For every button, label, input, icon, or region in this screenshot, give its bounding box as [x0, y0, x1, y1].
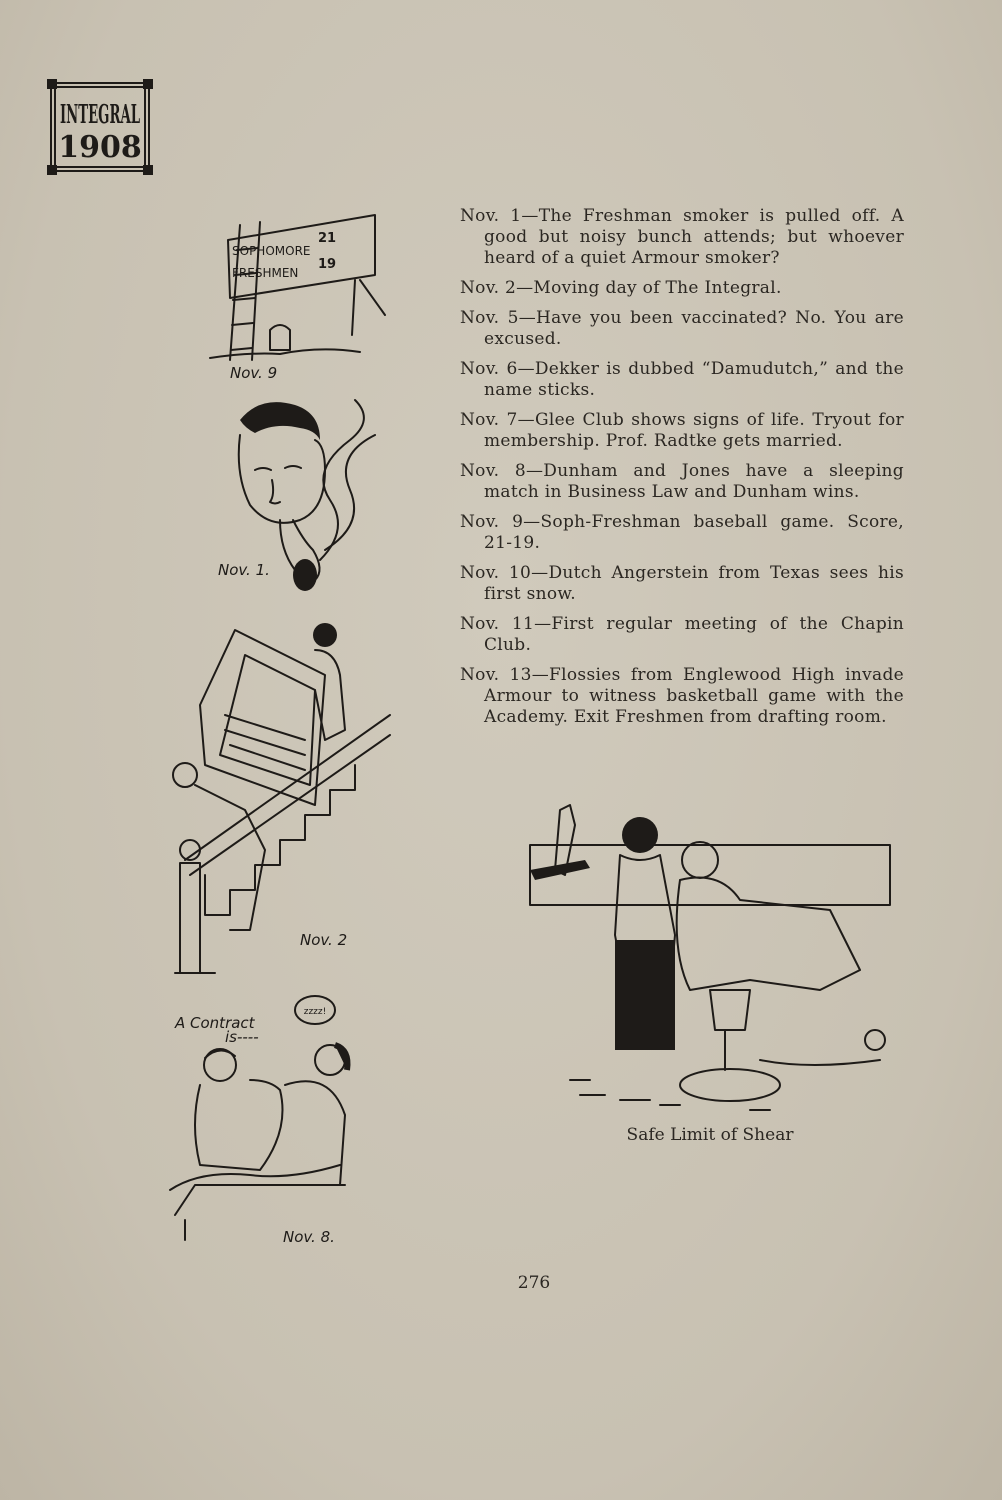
entry-nov-8: Nov. 8—Dunham and Jones have a sleeping match in Business Law and Dunham wins.	[460, 461, 904, 502]
nov-2-label: Nov. 2	[300, 931, 348, 949]
contract-note-line2: is----	[225, 1028, 259, 1046]
nov-8-label: Nov. 8.	[283, 1228, 335, 1246]
score-row-freshmen: FRESHMEN	[232, 266, 299, 280]
nov-9-label: Nov. 9	[230, 364, 278, 382]
sleeping-illustration	[165, 990, 375, 1245]
entry-nov-1: Nov. 1—The Freshman smoker is pulled off. A good but noisy bunch attends; but whoever heard of a quiet Armour smoker?	[460, 206, 904, 268]
barber-illustration	[520, 800, 900, 1120]
page-number: 276	[517, 1273, 551, 1293]
entry-nov-9: Nov. 9—Soph-Freshman baseball game. Score, 21-19.	[460, 512, 904, 553]
entry-nov-2: Nov. 2—Moving day of The Integral.	[460, 278, 782, 298]
score-freshmen: 19	[318, 257, 337, 272]
integral-1908-logo	[45, 77, 155, 177]
contract-note-line1: A Contract	[175, 1014, 255, 1032]
moving-day-illustration	[165, 615, 390, 985]
smoker-illustration	[210, 390, 390, 605]
entry-nov-6: Nov. 6—Dekker is dubbed “Damudutch,” and the name sticks.	[460, 359, 904, 400]
entry-nov-10: Nov. 10—Dutch Angerstein from Texas sees his first snow.	[460, 563, 904, 604]
logo-word: INTEGRAL	[60, 100, 140, 130]
logo-year: 1908	[58, 130, 142, 165]
barber-caption: Safe Limit of Shear	[626, 1125, 794, 1145]
entry-nov-13: Nov. 13—Flossies from Englewood High invade Armour to witness basketball game with the Academy. Exit Freshmen from drafting room.	[460, 665, 904, 727]
score-row-sophomore: SOPHOMORE	[232, 244, 311, 258]
nov-1-label: Nov. 1.	[218, 561, 270, 579]
entry-nov-11: Nov. 11—First regular meeting of the Chapin Club.	[460, 614, 904, 655]
entry-nov-7: Nov. 7—Glee Club shows signs of life. Tryout for membership. Prof. Radtke gets married.	[460, 410, 904, 451]
calendar-entries	[460, 206, 904, 737]
scoreboard-illustration	[200, 210, 390, 380]
snore-bubble: zzzz!	[303, 1007, 327, 1017]
score-sophomore: 21	[318, 231, 337, 246]
entry-nov-5: Nov. 5—Have you been vaccinated? No. You are excused.	[460, 308, 904, 349]
